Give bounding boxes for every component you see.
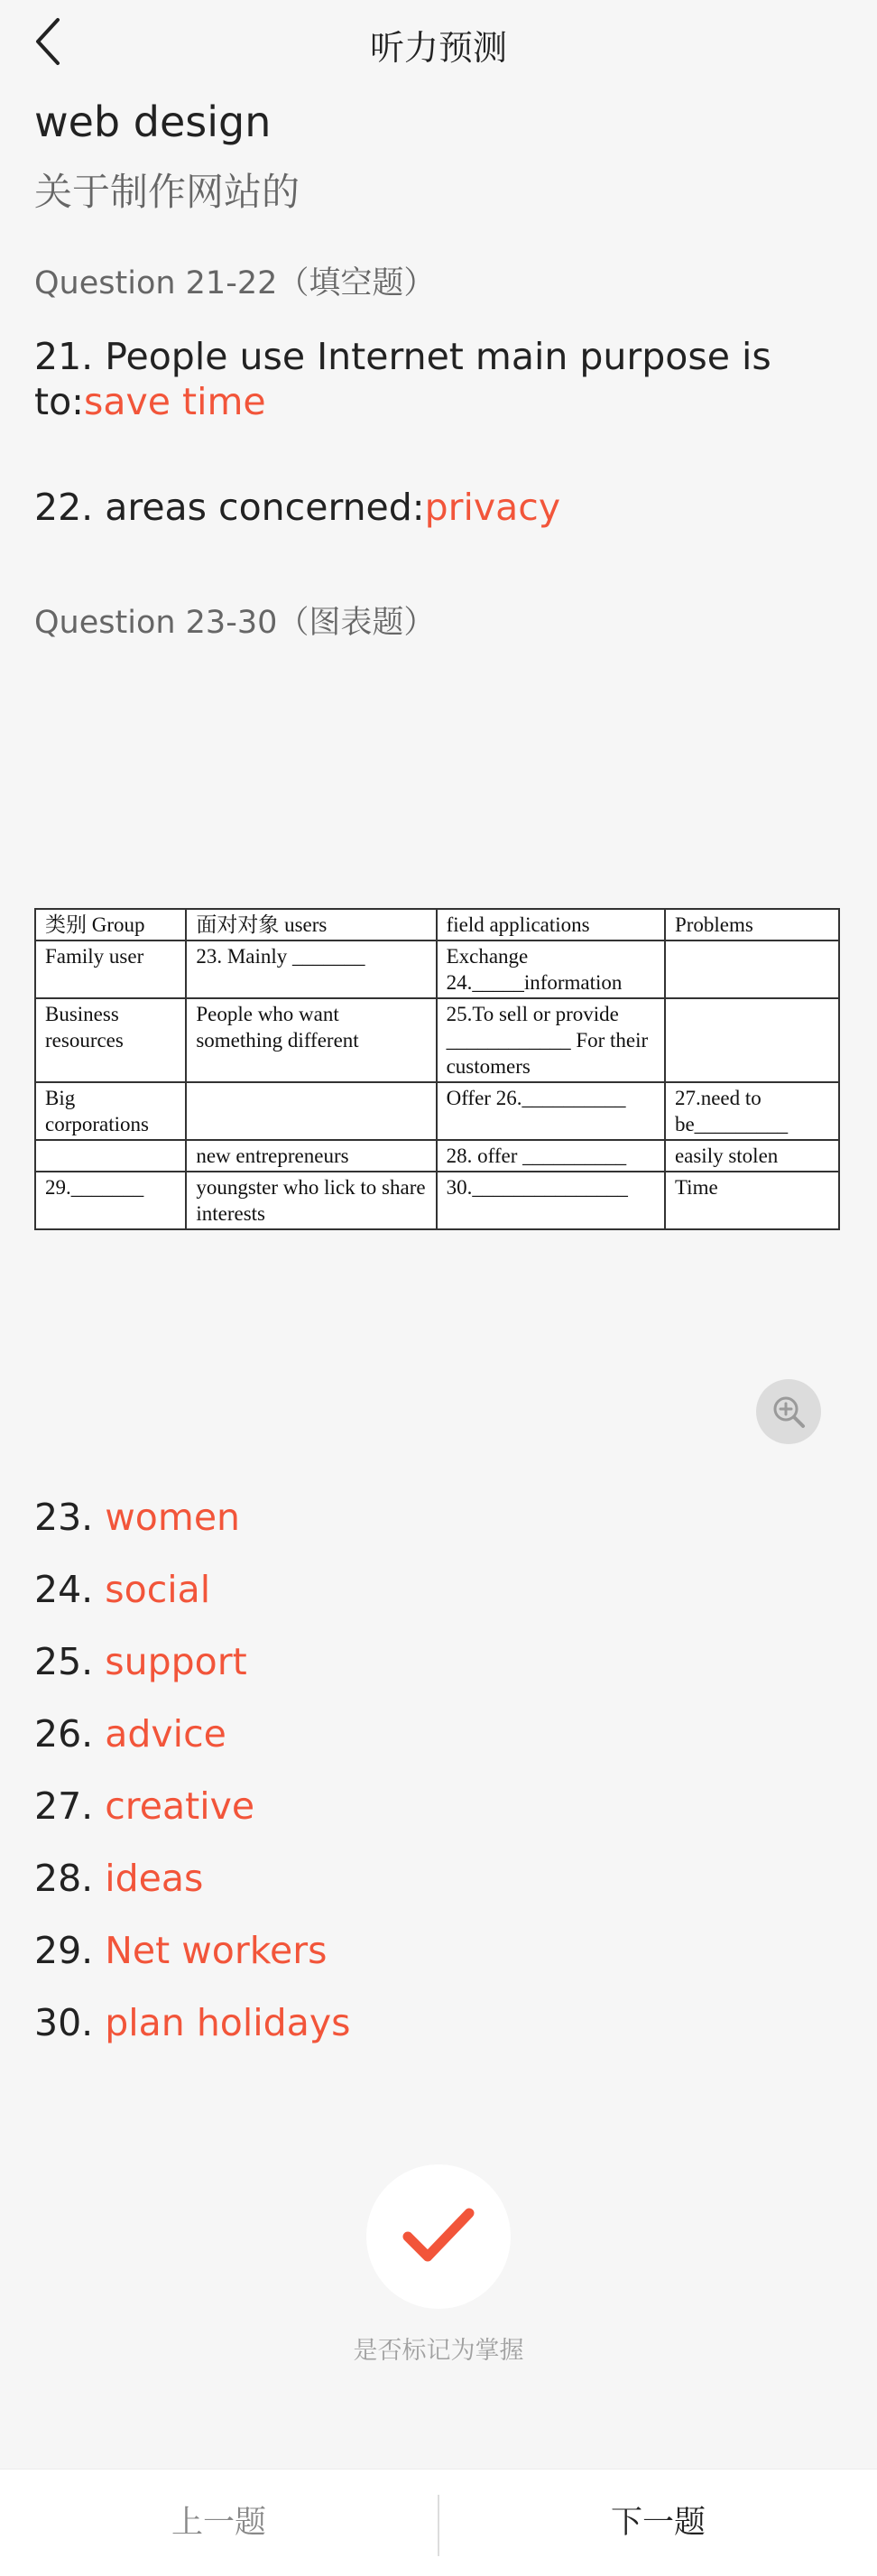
table-cell: Big corporations (35, 1082, 186, 1140)
table-header-cell: 类别 Group (35, 909, 186, 941)
answer-item (34, 1784, 350, 1856)
question-table-image[interactable] (34, 908, 840, 1230)
answer-number: 26. (34, 1712, 94, 1756)
answer-number: 27. (34, 1784, 94, 1828)
footer-nav (0, 2469, 877, 2576)
table-cell: 29._______ (35, 1172, 186, 1229)
answer-number: 29. (34, 1929, 94, 1972)
table-cell: 25.To sell or provide ____________ For their customers (437, 998, 665, 1082)
table-cell: People who want something different (186, 998, 436, 1082)
topic-title-zh: 关于制作网站的 (34, 170, 300, 214)
table-cell: Business resources (35, 998, 186, 1082)
table-cell: 30._______________ (437, 1172, 665, 1229)
answer-item (34, 1856, 350, 1928)
answer-item (34, 1639, 350, 1711)
table-row (35, 941, 839, 998)
answer-item (34, 1495, 350, 1567)
zoom-in-icon (771, 1394, 807, 1430)
table-row (35, 1140, 839, 1172)
answer-item (34, 1711, 350, 1784)
prev-question-button[interactable]: 上一题 (171, 2505, 266, 2541)
check-icon (402, 2204, 475, 2269)
question-text: 22. areas concerned: (34, 486, 425, 529)
table-cell: youngster who lick to share interests (186, 1172, 436, 1229)
table-header-row (35, 909, 839, 941)
table-cell (35, 1140, 186, 1172)
answer-number: 28. (34, 1857, 94, 1900)
table-cell: Exchange 24._____information (437, 941, 665, 998)
question-21 (34, 334, 846, 424)
answer-value: ideas (105, 1857, 204, 1900)
table-cell: Family user (35, 941, 186, 998)
answer-item (34, 1928, 350, 2000)
table-header-cell: 面对对象 users (186, 909, 436, 941)
answer-value: plan holidays (105, 2001, 351, 2044)
answer-number: 25. (34, 1640, 94, 1683)
answer-number: 23. (34, 1496, 94, 1539)
table-cell: Offer 26.__________ (437, 1082, 665, 1140)
mark-mastered-label: 是否标记为掌握 (353, 2337, 524, 2365)
table-cell: new entrepreneurs (186, 1140, 436, 1172)
table-cell: easily stolen (665, 1140, 839, 1172)
table-cell: 27.need to be_________ (665, 1082, 839, 1140)
topic-title-en: web design (34, 97, 272, 146)
answer-number: 24. (34, 1568, 94, 1611)
answer-item (34, 2000, 350, 2072)
mark-mastered-button[interactable] (366, 2164, 511, 2309)
question-text: 21. People use Internet main purpose is to: (34, 335, 771, 423)
answer-list (34, 1495, 350, 2072)
zoom-button[interactable] (756, 1379, 821, 1444)
answer-value: advice (105, 1712, 226, 1756)
table-cell: 23. Mainly _______ (186, 941, 436, 998)
question-table (34, 908, 840, 1230)
table-cell (665, 998, 839, 1082)
answer-item (34, 1567, 350, 1639)
table-cell (186, 1082, 436, 1140)
answer-value: Net workers (105, 1929, 328, 1972)
page-title: 听力预测 (369, 28, 507, 68)
answer-value: women (105, 1496, 241, 1539)
table-row (35, 998, 839, 1082)
table-row (35, 1172, 839, 1229)
table-header-cell: field applications (437, 909, 665, 941)
table-row (35, 1082, 839, 1140)
question-answer: privacy (424, 486, 561, 529)
question-22 (34, 485, 846, 530)
header (0, 0, 877, 86)
answer-value: creative (105, 1784, 255, 1828)
answer-number: 30. (34, 2001, 94, 2044)
next-question-button[interactable]: 下一题 (610, 2505, 706, 2541)
table-cell: Time (665, 1172, 839, 1229)
answer-value: social (105, 1568, 211, 1611)
section-label-21-22: Question 21-22（填空题） (34, 265, 436, 301)
answer-value: support (105, 1640, 247, 1683)
section-label-23-30: Question 23-30（图表题） (34, 605, 436, 641)
table-cell (665, 941, 839, 998)
table-header-cell: Problems (665, 909, 839, 941)
table-cell: 28. offer __________ (437, 1140, 665, 1172)
question-answer: save time (83, 380, 266, 423)
